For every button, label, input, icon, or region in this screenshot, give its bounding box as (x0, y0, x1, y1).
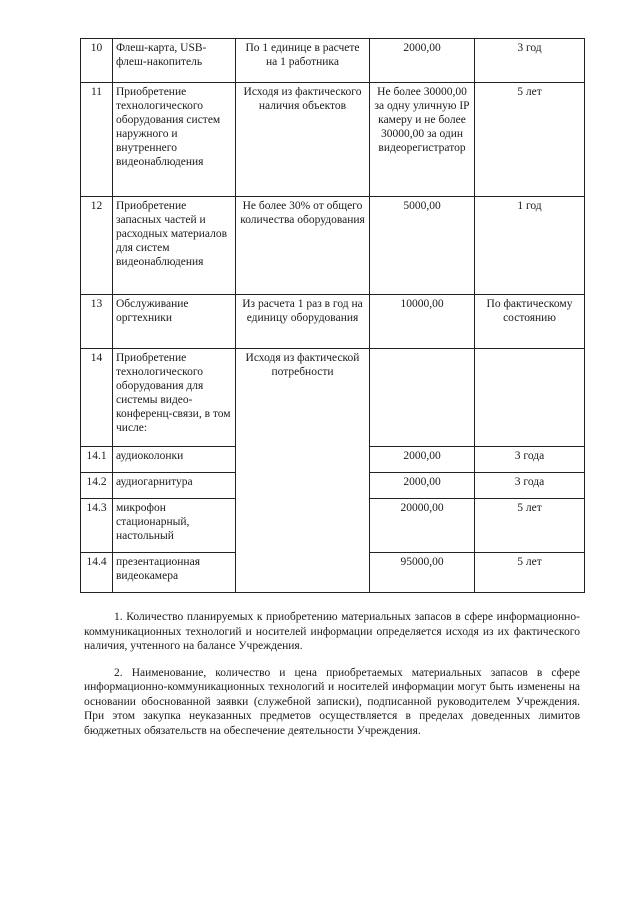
item-term: 3 года (475, 447, 585, 473)
item-name: Приобретение технологического оборудования систем наружного и внутреннего видеонаблюдения (113, 83, 236, 197)
table-row (81, 349, 585, 447)
item-basis: По 1 единице в расчете на 1 работника (236, 39, 370, 83)
item-price: 2000,00 (370, 473, 475, 499)
item-price: 20000,00 (370, 499, 475, 553)
item-basis: Из расчета 1 раз в год на единицу оборудования (236, 295, 370, 349)
item-term: 3 года (475, 473, 585, 499)
item-name: аудиогарнитура (113, 473, 236, 499)
item-name: Флеш-карта, USB-флеш-накопитель (113, 39, 236, 83)
item-term: 5 лет (475, 83, 585, 197)
item-price: 10000,00 (370, 295, 475, 349)
row-number: 14.3 (81, 499, 113, 553)
item-basis: Не более 30% от общего количества оборудования (236, 197, 370, 295)
table-row (81, 83, 585, 197)
materials-norms-table (80, 38, 585, 593)
row-number: 13 (81, 295, 113, 349)
row-number: 12 (81, 197, 113, 295)
row-number: 11 (81, 83, 113, 197)
item-term: 1 год (475, 197, 585, 295)
item-price: 95000,00 (370, 553, 475, 593)
row-number: 14.4 (81, 553, 113, 593)
item-name: микрофон стационарный, настольный (113, 499, 236, 553)
item-basis: Исходя из фактического наличия объектов (236, 83, 370, 197)
item-term: 3 год (475, 39, 585, 83)
item-term: 5 лет (475, 553, 585, 593)
item-price (370, 349, 475, 447)
item-name: Приобретение технологического оборудования для системы видео-конференц-связи, в том числе: (113, 349, 236, 447)
item-term (475, 349, 585, 447)
item-price: Не более 30000,00 за одну уличную IP камеру и не более 30000,00 за один видеорегистратор (370, 83, 475, 197)
table-row (81, 197, 585, 295)
item-price: 5000,00 (370, 197, 475, 295)
row-number: 14.2 (81, 473, 113, 499)
table-row (81, 295, 585, 349)
row-number: 14 (81, 349, 113, 447)
row-number: 10 (81, 39, 113, 83)
item-name: Приобретение запасных частей и расходных материалов для систем видеонаблюдения (113, 197, 236, 295)
item-name: аудиоколонки (113, 447, 236, 473)
item-name: презентационная видеокамера (113, 553, 236, 593)
row-number: 14.1 (81, 447, 113, 473)
item-term: По фактическому состоянию (475, 295, 585, 349)
note-paragraph-2: 2. Наименование, количество и цена приобретаемых материальных запасов в сфере информационно-коммуникационных технологий и носителей информации могут быть изменены на основании обоснованной заявки (служебной записки), подписанной руководителем Учреждения. При этом закупка неуказанных предметов осуществляется в пределах доведенных лимитов бюджетных обязательств на обеспечение деятельности Учреждения. (84, 666, 580, 737)
item-name: Обслуживание оргтехники (113, 295, 236, 349)
table-row (81, 39, 585, 83)
note-paragraph-1: 1. Количество планируемых к приобретению материальных запасов в сфере информационно-коммуникационных технологий и носителей информации определяется исходя из их фактического наличия, учтенного на балансе Учреждения. (84, 611, 580, 652)
item-term: 5 лет (475, 499, 585, 553)
item-basis: Исходя из фактической потребности (236, 349, 370, 593)
notes-section (84, 610, 580, 750)
item-price: 2000,00 (370, 447, 475, 473)
item-price: 2000,00 (370, 39, 475, 83)
